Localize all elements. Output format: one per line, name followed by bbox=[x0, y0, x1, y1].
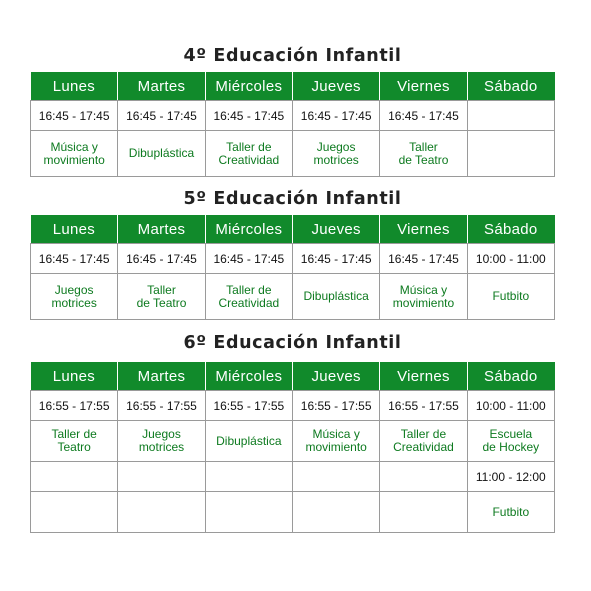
day-header: Miércoles bbox=[205, 362, 292, 391]
time-cell bbox=[31, 462, 118, 492]
activity-label: Taller de Teatro bbox=[398, 139, 449, 167]
day-header: Viernes bbox=[380, 362, 467, 391]
extra-time-row bbox=[31, 462, 555, 492]
activity-cell bbox=[118, 421, 205, 462]
time-cell: 16:45 - 17:45 bbox=[205, 101, 292, 131]
day-header: Martes bbox=[118, 215, 205, 244]
activity-label: Taller de Teatro bbox=[51, 427, 97, 454]
activity-cell bbox=[205, 131, 292, 177]
time-cell: 16:55 - 17:55 bbox=[31, 391, 118, 421]
time-row bbox=[31, 101, 555, 131]
activity-cell bbox=[467, 421, 554, 462]
activity-label: Música y movimiento bbox=[392, 282, 455, 310]
time-cell bbox=[205, 462, 292, 492]
activity-cell bbox=[31, 274, 118, 320]
time-cell bbox=[380, 462, 467, 492]
section-title: 4º Educación Infantil bbox=[183, 46, 402, 66]
activity-label: Música y movimiento bbox=[305, 427, 367, 454]
activity-cell bbox=[292, 492, 379, 533]
activity-cell bbox=[380, 421, 467, 462]
activity-cell: Dibuplástica bbox=[292, 274, 379, 320]
day-header-row bbox=[31, 215, 555, 244]
activity-cell bbox=[205, 274, 292, 320]
activity-row bbox=[31, 274, 555, 320]
time-cell: 16:55 - 17:55 bbox=[118, 391, 205, 421]
time-row bbox=[31, 244, 555, 274]
day-header: Miércoles bbox=[205, 215, 292, 244]
activity-row bbox=[31, 131, 555, 177]
time-cell bbox=[292, 462, 379, 492]
day-header-row bbox=[31, 362, 555, 391]
time-cell: 16:45 - 17:45 bbox=[380, 101, 467, 131]
schedule-table bbox=[30, 72, 555, 177]
activity-cell bbox=[205, 492, 292, 533]
day-header: Martes bbox=[118, 72, 205, 101]
activity-label: Taller de Creatividad bbox=[393, 427, 454, 454]
day-header: Viernes bbox=[380, 215, 467, 244]
time-cell: 16:55 - 17:55 bbox=[205, 391, 292, 421]
activity-cell: Futbito bbox=[467, 274, 554, 320]
time-cell: 16:45 - 17:45 bbox=[292, 244, 379, 274]
time-cell: 16:55 - 17:55 bbox=[292, 391, 379, 421]
time-cell: 16:45 - 17:45 bbox=[380, 244, 467, 274]
activity-label: Taller de Creatividad bbox=[218, 139, 280, 167]
activity-cell bbox=[118, 274, 205, 320]
time-cell: 11:00 - 12:00 bbox=[467, 462, 554, 492]
activity-cell bbox=[31, 492, 118, 533]
activity-cell bbox=[31, 131, 118, 177]
activity-cell bbox=[292, 131, 379, 177]
section-title: 5º Educación Infantil bbox=[183, 189, 402, 209]
activity-cell bbox=[118, 492, 205, 533]
time-row bbox=[31, 391, 555, 421]
time-cell: 10:00 - 11:00 bbox=[467, 391, 554, 421]
time-cell: 16:45 - 17:45 bbox=[205, 244, 292, 274]
day-header: Lunes bbox=[31, 362, 118, 391]
activity-label: Juegos motrices bbox=[313, 139, 359, 167]
time-cell: 10:00 - 11:00 bbox=[467, 244, 554, 274]
day-header: Lunes bbox=[31, 72, 118, 101]
extra-activity-row bbox=[31, 492, 555, 533]
schedule-table bbox=[30, 362, 555, 533]
day-header: Lunes bbox=[31, 215, 118, 244]
activity-cell: Dibuplástica bbox=[118, 131, 205, 177]
day-header: Jueves bbox=[292, 72, 379, 101]
activity-cell: Dibuplástica bbox=[205, 421, 292, 462]
activity-label: Juegos motrices bbox=[138, 427, 185, 454]
time-cell bbox=[467, 101, 554, 131]
time-cell: 16:45 - 17:45 bbox=[31, 101, 118, 131]
time-cell: 16:45 - 17:45 bbox=[31, 244, 118, 274]
activity-cell: Futbito bbox=[467, 492, 554, 533]
time-cell: 16:45 - 17:45 bbox=[118, 101, 205, 131]
day-header: Sábado bbox=[467, 215, 554, 244]
day-header: Sábado bbox=[467, 72, 554, 101]
day-header: Miércoles bbox=[205, 72, 292, 101]
activity-cell bbox=[380, 274, 467, 320]
activity-row bbox=[31, 421, 555, 462]
activity-label: Taller de Creatividad bbox=[218, 282, 280, 310]
time-cell: 16:45 - 17:45 bbox=[292, 101, 379, 131]
schedule-table bbox=[30, 215, 555, 320]
time-cell: 16:55 - 17:55 bbox=[380, 391, 467, 421]
time-cell bbox=[118, 462, 205, 492]
day-header: Viernes bbox=[380, 72, 467, 101]
day-header: Jueves bbox=[292, 215, 379, 244]
day-header-row bbox=[31, 72, 555, 101]
activity-label: Juegos motrices bbox=[51, 282, 97, 310]
day-header: Martes bbox=[118, 362, 205, 391]
activity-label: Taller de Teatro bbox=[136, 282, 187, 310]
activity-cell bbox=[467, 131, 554, 177]
activity-cell bbox=[31, 421, 118, 462]
day-header: Sábado bbox=[467, 362, 554, 391]
time-cell: 16:45 - 17:45 bbox=[118, 244, 205, 274]
activity-label: Música y movimiento bbox=[43, 139, 105, 167]
activity-cell bbox=[380, 131, 467, 177]
day-header: Jueves bbox=[292, 362, 379, 391]
activity-cell bbox=[380, 492, 467, 533]
activity-label: Escuela de Hockey bbox=[482, 427, 540, 454]
activity-cell bbox=[292, 421, 379, 462]
section-title: 6º Educación Infantil bbox=[183, 333, 402, 353]
